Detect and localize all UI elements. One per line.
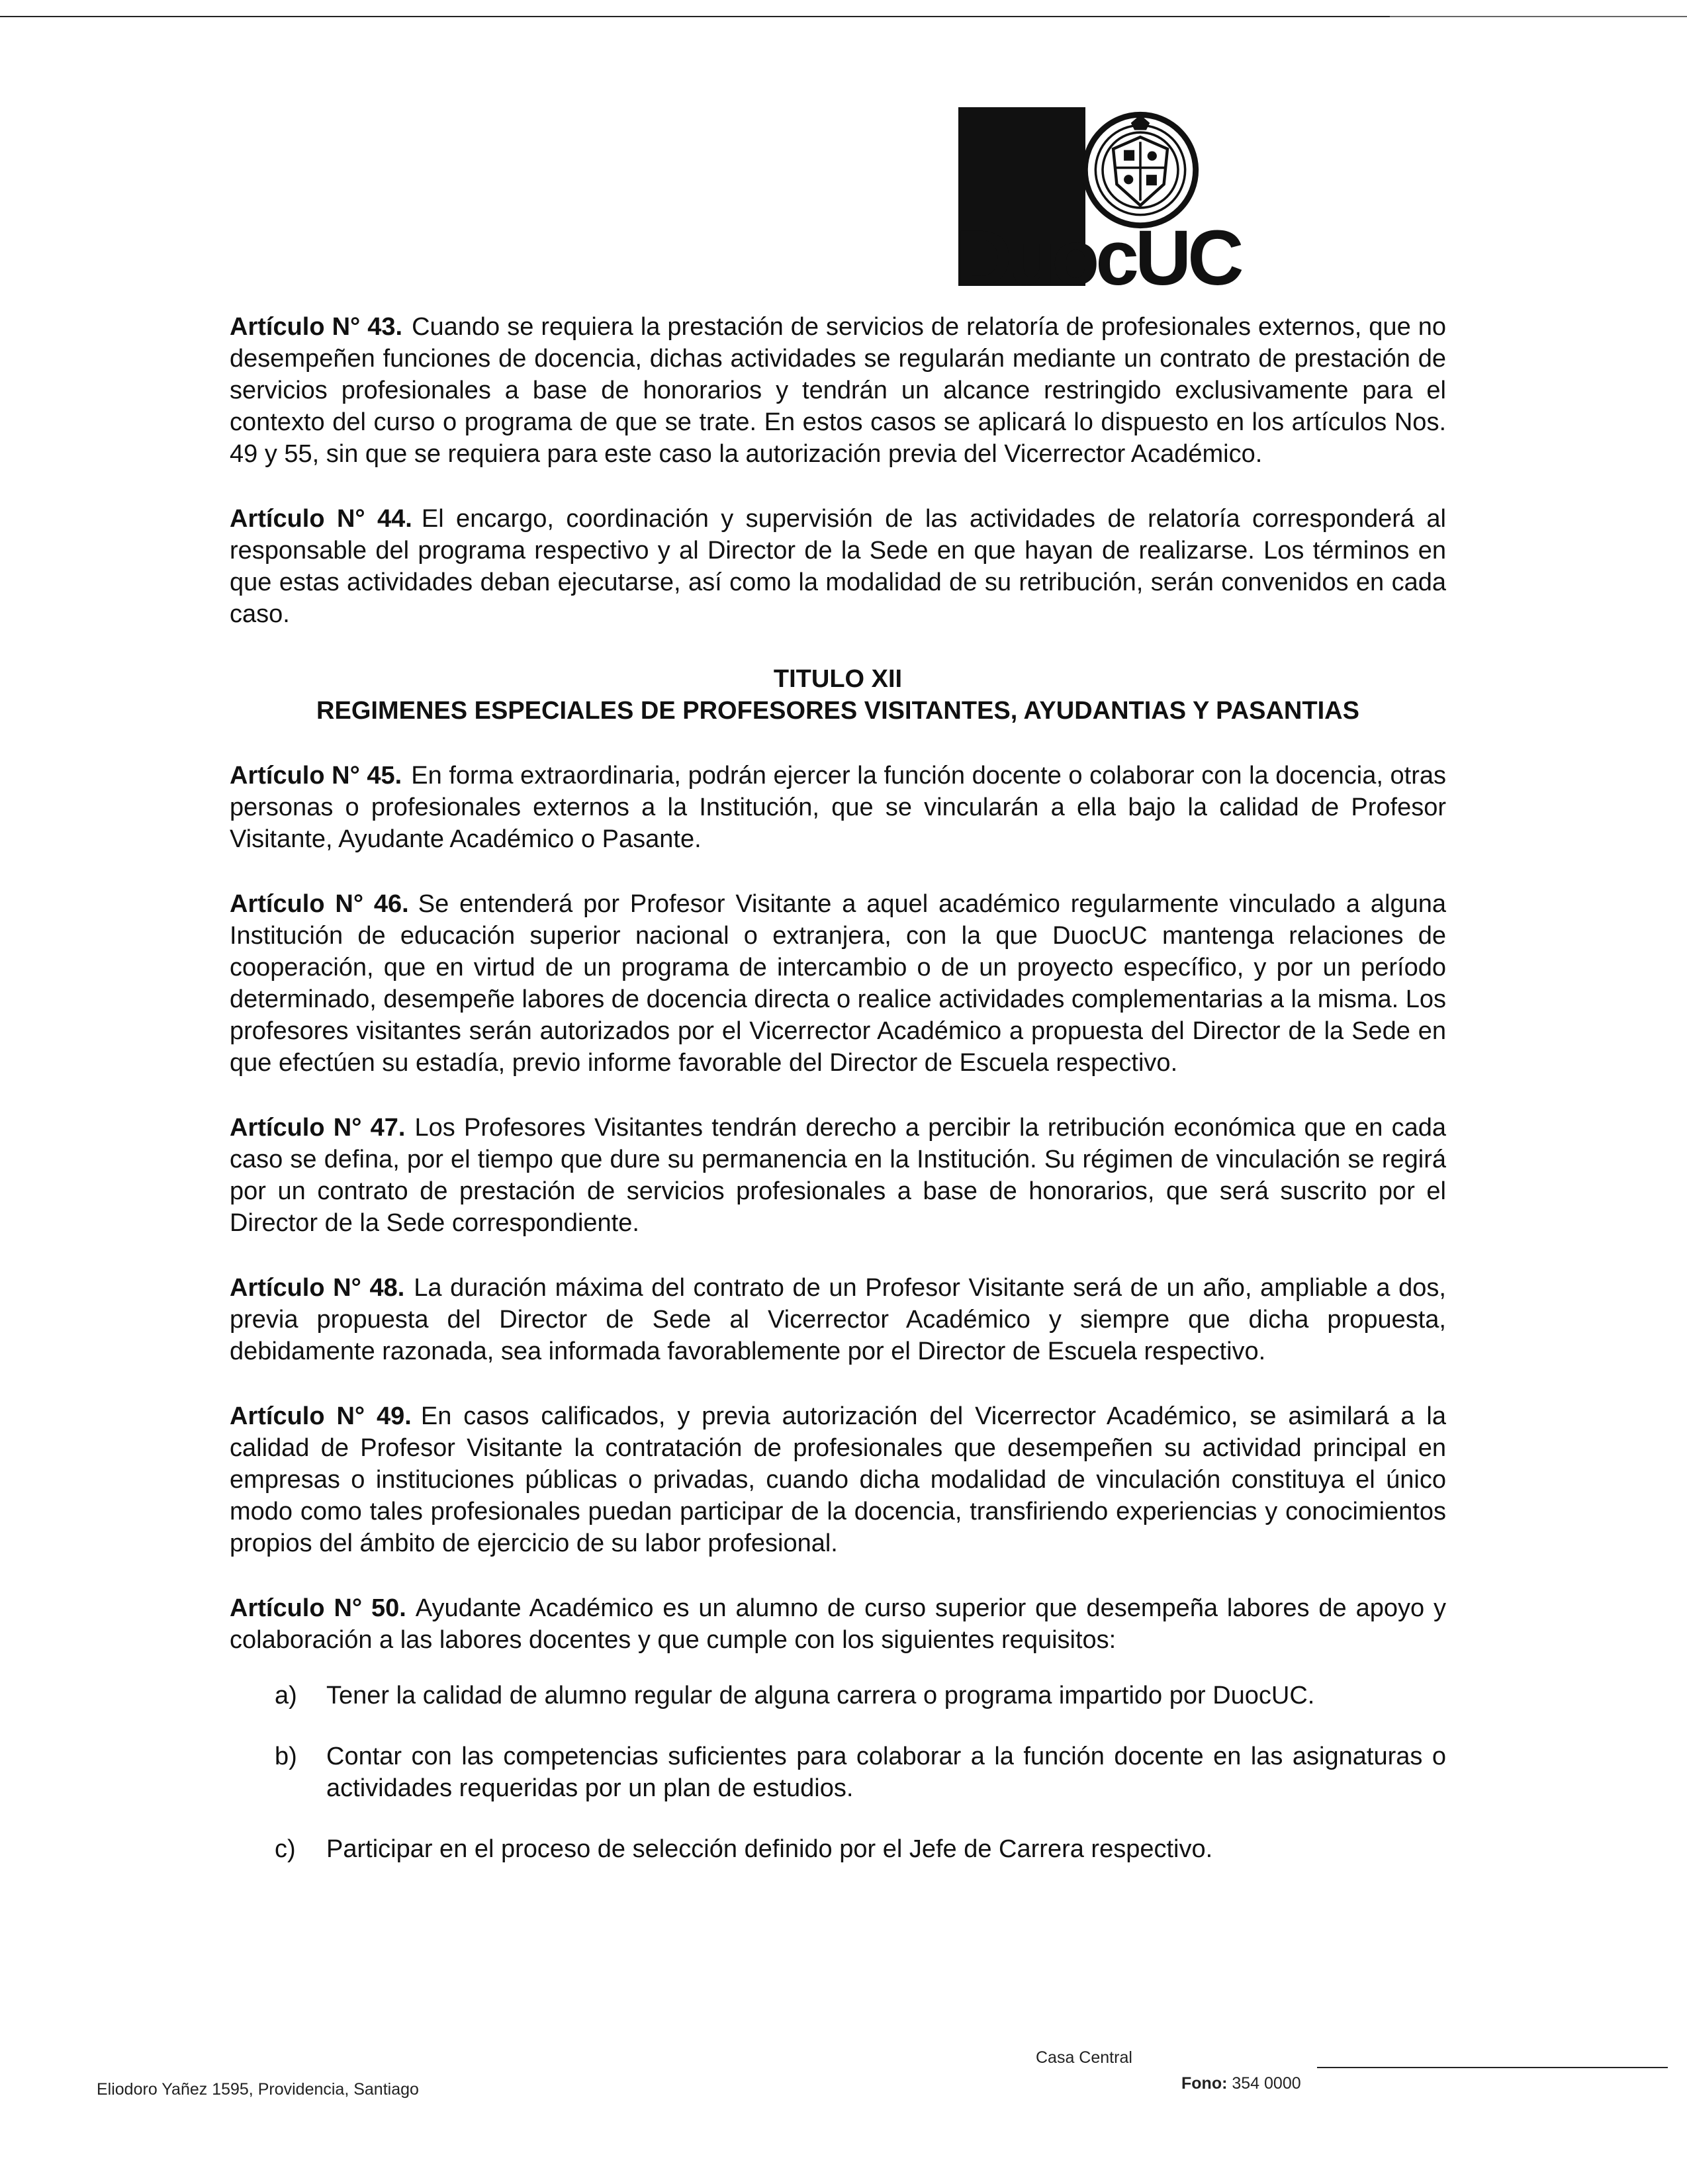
scan-top-rule <box>0 16 1390 17</box>
list-item-letter: c) <box>275 1835 296 1863</box>
article-text: Los Profesores Visitantes tendrán derecho a percibir la retribución económica que en cada caso se defina, por el tiempo que dure su permanencia en la Institución. Su régimen de vinculación se regirá por un contrato de prestación de servicios profesionales a base de honorarios, que será suscrito por el Director de la Sede correspondiente. <box>230 1114 1447 1237</box>
article-46 <box>230 888 1446 1079</box>
title-heading: REGIMENES ESPECIALES DE PROFESORES VISITANTES, AYUDANTIAS Y PASANTIAS <box>316 697 1359 725</box>
list-item-text: Tener la calidad de alumno regular de alguna carrera o programa impartido por DuocUC. <box>326 1682 1315 1709</box>
title-number: TITULO XII <box>773 665 903 693</box>
requirements-list <box>230 1680 1446 1865</box>
footer-phone-number: 354 0000 <box>1232 2074 1301 2093</box>
footer-rule <box>1317 2067 1668 2068</box>
article-50 <box>230 1592 1446 1656</box>
article-number: Artículo N° 46. <box>230 890 409 918</box>
article-47 <box>230 1112 1446 1239</box>
university-seal-icon <box>1081 111 1199 229</box>
list-item-text: Participar en el proceso de selección definido por el Jefe de Carrera respectivo. <box>326 1835 1213 1863</box>
list-item <box>230 1833 1446 1865</box>
article-43 <box>230 311 1446 470</box>
list-item <box>230 1680 1446 1711</box>
article-44 <box>230 503 1446 630</box>
section-title <box>230 663 1446 727</box>
article-text: Cuando se requiera la prestación de servicios de relatoría de profesionales externos, que no desempeñen funciones de docencia, dichas actividades se regularán mediante un contrato de prestación de servicios profesionales a base de honorarios y tendrán un alcance restringido exclusivamente para el contexto del curso o programa de que se trate. En estos casos se aplicará lo dispuesto en los artículos Nos. 49 y 55, sin que se requiera para este caso la autorización previa del Vicerrector Académico. <box>230 313 1446 468</box>
list-item-text: Contar con las competencias suficientes para colaborar a la función docente en las asignaturas o actividades requeridas por un plan de estudios. <box>326 1743 1446 1802</box>
article-48 <box>230 1272 1446 1367</box>
article-number: Artículo N° 47. <box>230 1114 406 1142</box>
article-number: Artículo N° 44. <box>230 505 412 533</box>
scan-top-rule-faint <box>1390 16 1687 17</box>
list-item-letter: a) <box>275 1682 297 1709</box>
document-body <box>230 311 1446 1894</box>
duocuc-logo <box>956 107 1240 302</box>
article-number: Artículo N° 45. <box>230 762 402 790</box>
list-item-letter: b) <box>275 1743 297 1770</box>
article-text: En casos calificados, y previa autorización del Vicerrector Académico, se asimilará a la calidad de Profesor Visitante la contratación de profesionales que desempeñen su actividad principal en empresas o instituciones públicas o privadas, cuando dicha modalidad de vinculación constituya el único modo como tales profesionales puedan participar de la docencia, transfiriendo experiencias y conocimientos propios del ámbito de ejercicio de su labor profesional. <box>230 1402 1446 1557</box>
footer-phone <box>1181 2074 1301 2093</box>
article-45 <box>230 760 1446 855</box>
article-text: Se entenderá por Profesor Visitante a aquel académico regularmente vinculado a alguna Institución de educación superior nacional o extranjera, con la que DuocUC mantenga relaciones de cooperación, que en virtud de un programa de intercambio o de un proyecto específico, y por un período determinado, desempeñe labores de docencia directa o realice actividades complementarias a la misma. Los profesores visitantes serán autorizados por el Vicerrector Académico a propuesta del Director de la Sede en que efectúen su estadía, previo informe favorable del Director de Escuela respectivo. <box>230 890 1447 1077</box>
article-text: En forma extraordinaria, podrán ejercer la función docente o colaborar con la docencia, otras personas o profesionales externos a la Institución, que se vincularán a ella bajo la calidad de Profesor Visitante, Ayudante Académico o Pasante. <box>230 762 1447 853</box>
article-number: Artículo N° 43. <box>230 313 403 341</box>
article-number: Artículo N° 50. <box>230 1594 406 1622</box>
list-item <box>230 1741 1446 1804</box>
article-49 <box>230 1400 1446 1559</box>
article-number: Artículo N° 48. <box>230 1274 405 1302</box>
article-text: El encargo, coordinación y supervisión de las actividades de relatoría corresponderá al responsable del programa respectivo y al Director de la Sede en que hayan de realizarse. Los términos en que estas actividades deban ejecutarse, así como la modalidad de su retribución, serán convenidos en cada caso. <box>230 505 1446 628</box>
article-number: Artículo N° 49. <box>230 1402 412 1430</box>
logo-wordmark: DuocUC <box>956 214 1240 302</box>
footer-address: Eliodoro Yañez 1595, Providencia, Santiago <box>97 2080 419 2099</box>
footer-phone-label: Fono: <box>1181 2074 1228 2093</box>
article-text: Ayudante Académico es un alumno de curso superior que desempeña labores de apoyo y colaboración a las labores docentes y que cumple con los siguientes requisitos: <box>230 1594 1447 1654</box>
footer-office: Casa Central <box>1036 2048 1132 2067</box>
article-text: La duración máxima del contrato de un Profesor Visitante será de un año, ampliable a dos, previa propuesta del Director de Sede al Vicerrector Académico y siempre que dicha propuesta, debidamente razonada, sea informada favorablemente por el Director de Escuela respectivo. <box>230 1274 1446 1365</box>
